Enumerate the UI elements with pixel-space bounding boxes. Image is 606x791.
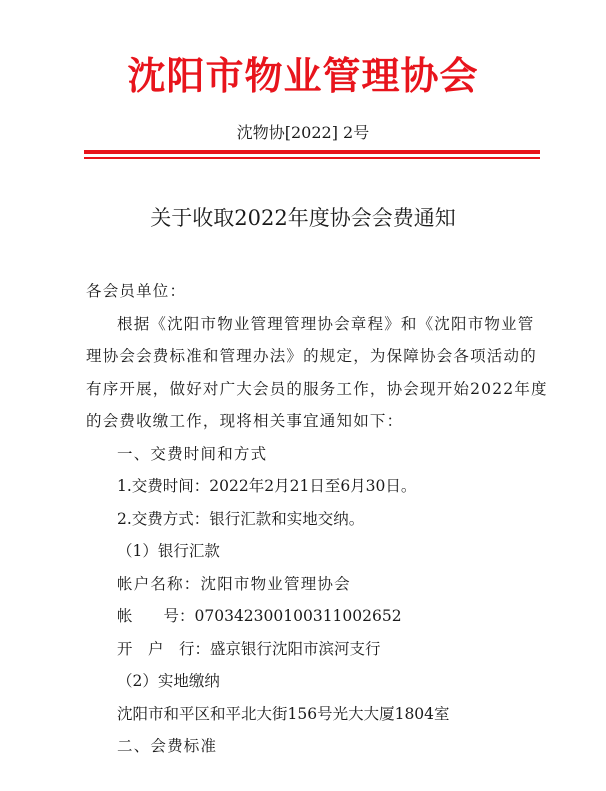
sub-heading: （1）银行汇款 bbox=[117, 542, 220, 560]
organization-header: 沈阳市物业管理协会 bbox=[127, 54, 479, 98]
notice-title: 关于收取2022年度协会会费通知 bbox=[150, 206, 456, 230]
account-name: 帐户名称：沈阳市物业管理协会 bbox=[117, 574, 351, 593]
header-divider-thin bbox=[84, 157, 540, 159]
section-heading: 一、交费时间和方式 bbox=[117, 444, 268, 463]
list-item: 1.交费时间：2022年2月21日至6月30日。 bbox=[117, 477, 417, 495]
header-divider-thick bbox=[84, 150, 540, 154]
paragraph-line: 有序开展，做好对广大会员的服务工作，协会现开始2022年度 bbox=[86, 379, 548, 398]
paragraph-line: 的会费收缴工作，现将相关事宜通知如下： bbox=[86, 412, 404, 430]
paragraph-line: 根据《沈阳市物业管理管理协会章程》和《沈阳市物业管 bbox=[117, 314, 535, 333]
address: 沈阳市和平区和平北大街156号光大大厦1804室 bbox=[117, 704, 450, 723]
sub-heading: （2）实地缴纳 bbox=[117, 672, 220, 690]
notice-body bbox=[86, 275, 548, 763]
list-item: 2.交费方式：银行汇款和实地交纳。 bbox=[117, 509, 365, 528]
section-heading: 二、会费标准 bbox=[117, 737, 218, 755]
salutation: 各会员单位： bbox=[86, 282, 187, 300]
account-number: 帐 号：07034230010031100265​2 bbox=[117, 607, 402, 625]
paragraph-line: 理协会会费标准和管理办法》的规定，为保障协会各项活动的 bbox=[86, 347, 537, 365]
bank-name: 开 户 行：盛京银行沈阳市滨河支行 bbox=[117, 639, 381, 658]
document-number: 沈物协[2022] 2号 bbox=[236, 123, 370, 142]
